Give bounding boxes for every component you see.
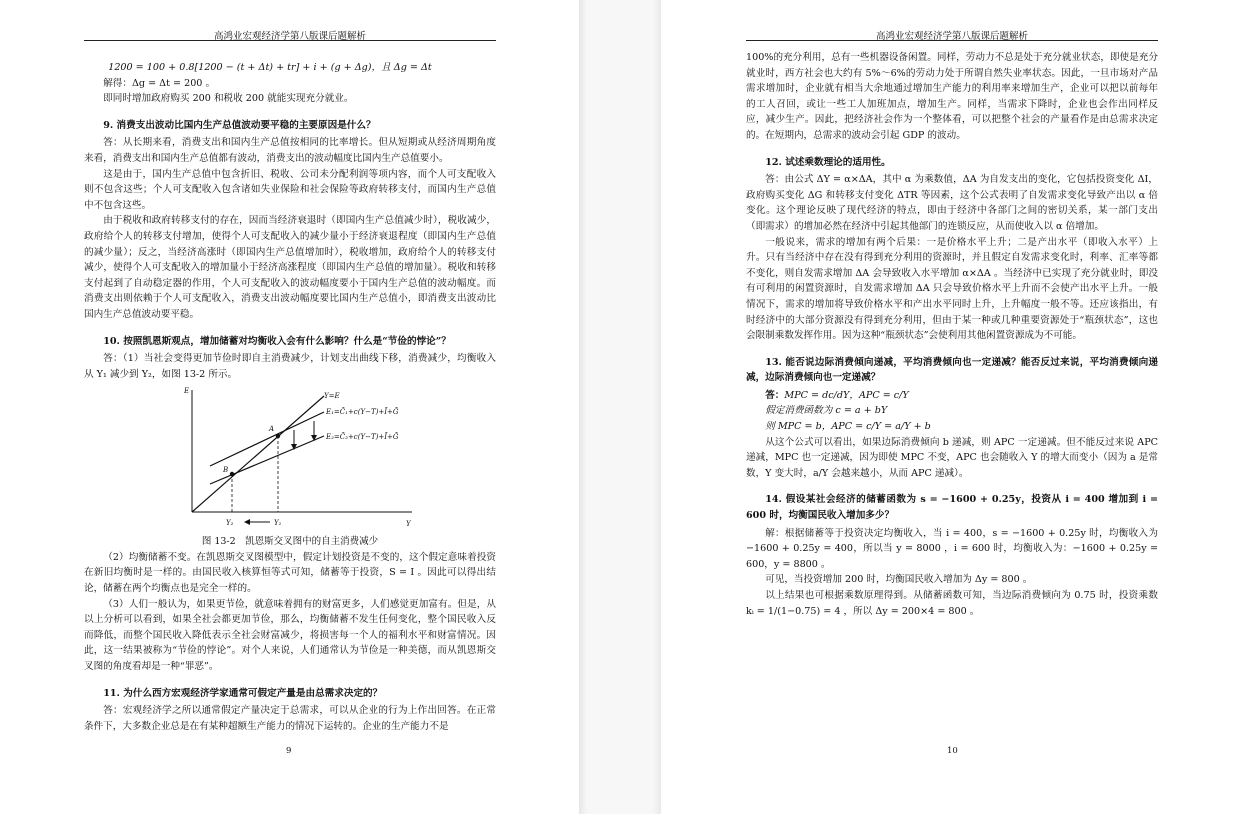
paragraph: 即同时增加政府购买 200 和税收 200 就能实现充分就业。 — [103, 93, 354, 105]
question-13: 13. 能否说边际消费倾向递减，平均消费倾向也一定递减？能否反过来说，平均消费倾向递减，边际消费倾向也一定递减？ — [746, 356, 1158, 384]
answer-paragraph: 这是由于，国内生产总值中包含折旧、税收、公司未分配利润等项内容，而个人可支配收入则不包含这些；个人可支配收入包含诸如失业保险和社会保险等政府转移支付，而国内生产总值中不包含这些。 — [84, 168, 496, 211]
label-y1: Y₁ — [274, 519, 282, 528]
answer-paragraph: 由于税收和政府转移支付的存在，因而当经济衰退时（即国内生产总值减少时），税收减少，政府给个人的转移支付增加，使得个人可支配收入的减少量小于经济衰退程度（即国内生产总值的减少量）；反之，当经济高涨时（即国内生产总值增加时），税收增加，政府给个人的转移支付减少，使得个人可支配收入的增加量小于经济高涨程度（即国内生产总值的增加量）。税收和转移支付起到了自动稳定器的作用，个人可支配收入的波动幅度要小于国内生产总值的波动幅度。而消费支出则依赖于个人可支配收入，消费支出波动幅度要比国内生产总值小，即消费支出波动比国内生产总值波动要平稳。 — [84, 215, 496, 320]
answer-paragraph: 以上结果也可根据乘数原理得到。从储蓄函数可知，当边际消费倾向为 0.75 时，投资乘数 kᵢ = 1/(1−0.75) = 4 ，所以 Δy = 200×4 = 800 。 — [746, 590, 1158, 617]
figure-caption: 图 13-2 凯恩斯交叉图中的自主消费减少 — [201, 536, 379, 548]
label-y2: Y₂ — [226, 519, 234, 528]
question-14: 14. 假设某社会经济的储蓄函数为 s = −1600 + 0.25y，投资从 i = 400 增加到 i = 600 时，均衡国民收入增加多少？ — [746, 494, 1158, 522]
answer-paragraph: 答：宏观经济学之所以通常假定产量决定于总需求，可以从企业的行为上作出回答。在正常条件下，大多数企业总是在有某种超额生产能力的情况下运转的。企业的生产能力不是 — [84, 705, 496, 732]
answer-paragraph: 答：从长期来看，消费支出和国内生产总值按相同的比率增长。但从短期或从经济周期角度来看，消费支出和国内生产总值都有波动，消费支出的波动幅度比国内生产总值要小。 — [84, 137, 496, 164]
page-right — [661, 0, 1247, 814]
right-text-column — [746, 50, 1158, 619]
answer-paragraph: 从这个公式可以看出，如果边际消费倾向 b 递减，则 APC 一定递减。但不能反过来说 APC 递减，MPC 也一定递减，因为即使 MPC 不变，APC 也会随收入 Y 的增大而变小（因为 a 是常数，Y 变大时，a/Y 会越来越小，从而 APC 递减）。 — [746, 436, 1158, 479]
label-e2: E₂=C̄₂+c(Y−T)+Ī+Ḡ — [326, 433, 399, 442]
line-45-degree — [192, 396, 324, 512]
solution-line: 解得：Δg = Δt = 200 。 — [103, 77, 216, 89]
label-e1: E₁=C̄₁+c(Y−T)+Ī+Ḡ — [326, 408, 399, 417]
answer-paragraph: 可见，当投资增加 200 时，均衡国民收入增加为 Δy = 800 。 — [765, 574, 1033, 586]
answer-paragraph: 答：（1）当社会变得更加节俭时即自主消费减少，计划支出曲线下移，消费减少，均衡收入从 Y₁ 减少到 Y₂，如图 13-2 所示。 — [84, 353, 496, 380]
label-45-line: Y=E — [324, 392, 340, 401]
page-number: 9 — [286, 746, 292, 756]
answer-paragraph: 答：由公式 ΔY = α×ΔA，其中 α 为乘数值，ΔA 为自发支出的变化，它包括投资变化 ΔI，政府购买变化 ΔG 和转移支付变化 ΔTR 等因素，这个公式表明了自发需求变化导致产出以 α 倍变化。这个理论反映了现代经济的特点，即由于经济中各部门之间的密切关系，某一部门支出（即需求）的增加必然在经济中引起其他部门的连锁反应，从而使收入以 α 倍增加。 — [746, 174, 1158, 232]
page-gutter — [579, 0, 661, 814]
equation: 假定消费函数为 c = a + bY — [765, 405, 888, 417]
answer-line — [746, 388, 1158, 404]
answer-label: 答： — [765, 389, 785, 401]
axis-label-e: E — [184, 387, 190, 396]
equation: MPC = dc/dY，APC = c/Y — [784, 389, 909, 401]
arrow-head-2 — [311, 435, 317, 441]
question-11: 11. 为什么西方宏观经济学家通常可假定产量是由总需求决定的？ — [103, 687, 383, 699]
line-e1 — [210, 412, 324, 466]
page-left — [0, 0, 579, 814]
page-header: 高鸿业宏观经济学第八版课后题解析 — [213, 31, 366, 42]
point-a-marker — [276, 434, 280, 438]
answer-paragraph: 一般说来，需求的增加有两个后果：一是价格水平上升；二是产出水平（即收入水平）上升。只有当经济中存在没有得到充分利用的资源时，并且假定自发需求变化时，利率、汇率等都不变化，则自发需求增加 ΔA 会导致收入水平增加 α×ΔA 。当经济中已实现了充分就业时，即没有可利用的闲置资源时，自发需求增加 ΔA 只会导致价格水平上升而不会使产出水平上升。一般情况下，需求的增加将导致价格水平和产出水平同时上升，上升幅度一般不等。还应该指出，有时经济中的大部分资源没有得到充分利用，但由于某一种或几种重要资源处于“瓶颈状态”，这也会限制乘数发挥作用。因为这种“瓶颈状态”会使利用其他闲置资源成为不可能。 — [746, 236, 1158, 342]
label-point-a: A — [269, 425, 275, 434]
keynesian-cross-svg — [174, 384, 444, 534]
answer-paragraph: 解：根据储蓄等于投资决定均衡收入，当 i = 400，s = −1600 + 0.25y 时，均衡收入为 −1600 + 0.25y = 400，所以当 y = 8000 ，i = 600 时，均衡收入为：−1600 + 0.25y = 600，y = 8800 。 — [746, 527, 1158, 570]
equation: 1200 = 100 + 0.8[1200 − (t + Δt) + tr] + i + (g + Δg)，且 Δg = Δt — [108, 62, 432, 73]
page-number: 10 — [947, 746, 958, 756]
question-12: 12. 试述乘数理论的适用性。 — [765, 156, 891, 168]
header-rule — [746, 40, 1158, 41]
paragraph: 100%的充分利用，总有一些机器设备闲置。同样，劳动力不总是处于充分就业状态，即使是充分就业时，西方社会也大约有 5%～6%的劳动力处于所谓自然失业率状态。因此，一旦市场对产品需求增加时，企业就有相当大余地通过增加生产能力的利用率来增加生产，企业可以把以前每年的工人召回，或让一些工人加班加点，增加生产。同样，当需求下降时，企业也会作出同样反应，减少生产。因此，把经济社会作为一个整体看，可以把整个社会的产量看作是由总需求决定的。在短期内，总需求的波动会引起 GDP 的波动。 — [746, 52, 1158, 141]
page-header: 高鸿业宏观经济学第八版课后题解析 — [875, 31, 1028, 42]
header-rule — [84, 40, 496, 41]
answer-paragraph: （2）均衡储蓄不变。在凯恩斯交叉图模型中，假定计划投资是不变的，这个假定意味着投资在新旧均衡时是一样的。由国民收入核算恒等式可知，储蓄等于投资，S = I 。因此可以得出结论，储蓄在两个均衡点也是完全一样的。 — [84, 551, 496, 595]
axis-label-y: Y — [406, 520, 411, 529]
answer-paragraph: （3）人们一般认为，如果更节俭，就意味着拥有的财富更多，人们感觉更加富有。但是，从以上分析可以看到，如果全社会都更加节俭，那么，均衡储蓄不发生任何变化，整个国民收入反而降低，而整个国民收入降低表示全社会财富减少，将损害每一个人的福利水平和财富情况。因此，这一结果被称为“节俭的悖论”。对个人来说，人们通常认为节俭是一种美德，而从凯恩斯交叉图的角度看却是一种“罪恶”。 — [84, 598, 496, 673]
equation: 则 MPC = b，APC = c/Y = a/Y + b — [765, 421, 931, 433]
question-10: 10. 按照凯恩斯观点，增加储蓄对均衡收入会有什么影响？什么是“节俭的悖论”？ — [103, 335, 451, 347]
point-b-marker — [230, 472, 234, 476]
label-point-b: B — [223, 466, 229, 475]
keynesian-cross-figure — [174, 384, 444, 534]
left-text-column — [84, 60, 496, 734]
income-arrow-head — [244, 519, 250, 525]
question-9: 9. 消费支出波动比国内生产总值波动要平稳的主要原因是什么？ — [103, 119, 376, 131]
